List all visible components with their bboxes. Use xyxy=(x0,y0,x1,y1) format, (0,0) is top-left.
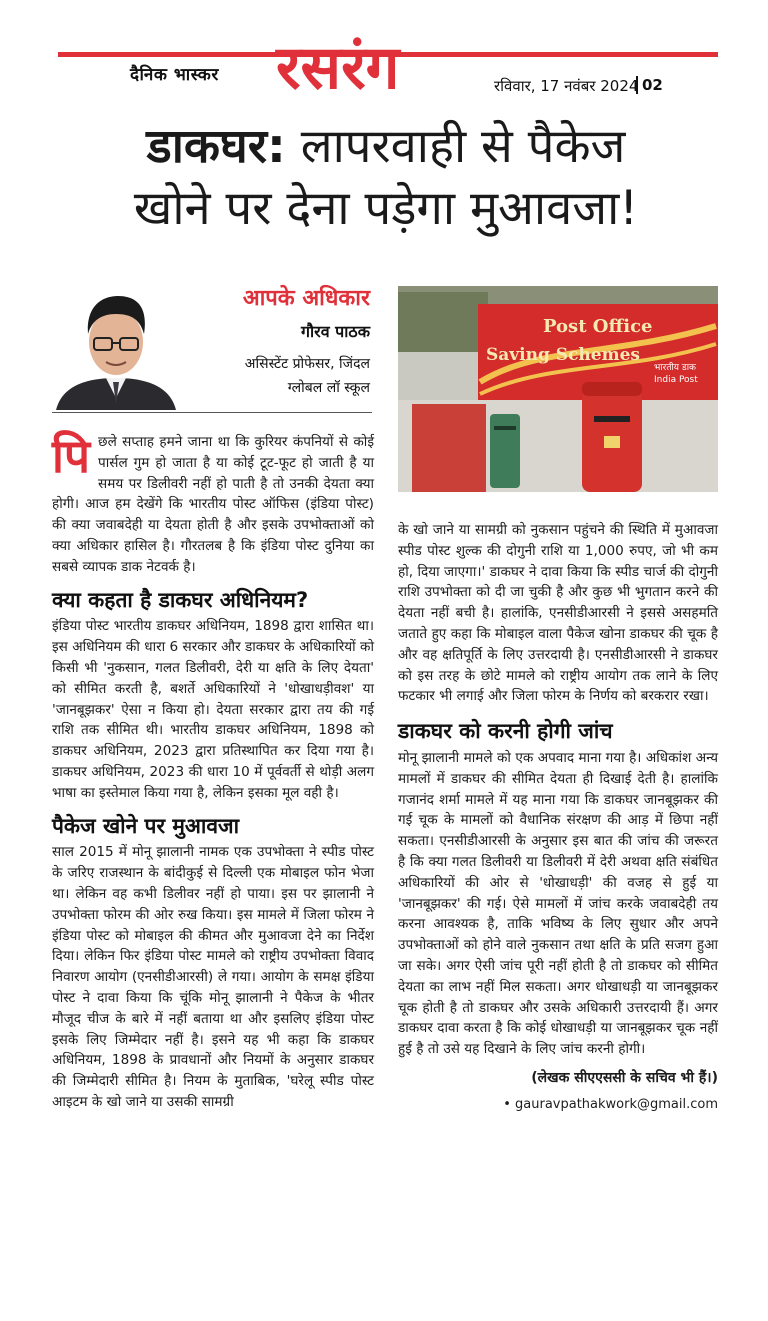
article-right-column xyxy=(398,520,718,1116)
author-role-line1: असिस्टेंट प्रोफेसर, जिंदल xyxy=(244,356,370,372)
intro-text: छले सप्ताह हमने जाना था कि कुरियर कंपनियों से कोई पार्सल गुम हो जाता है या कोई टूट-फूट हो जाती है या समय पर डिलीवरी नहीं हो पाती है तो उनकी देयता क्या होगी। आज हम देखेंगे कि भारतीय पोस्ट ऑफिस (इंडिया पोस्ट) की क्या जवाबदेही या देयता होती है और इसके उपभोक्ताओं को क्या अधिकार हासिल है। गौरतलब है कि इंडिया पोस्ट दुनिया का सबसे व्यापक डाक नेटवर्क है। xyxy=(52,434,374,575)
paragraph-act: इंडिया पोस्ट भारतीय डाकघर अधिनियम, 1898 द्वारा शासित था। इस अधिनियम की धारा 6 सरकार और डाकघर के अधिकारियों को किसी भी 'नुकसान, गलत डिलीवरी, देरी या क्षति के लिए देयता' को सीमित करती है, बशर्ते अधिकारियों ने 'धोखाधड़ीवश' या 'जानबूझकर' ऐसा न किया हो। देयता सरकार द्वारा तय की गई राशि तक सीमित थी। भारतीय डाकघर अधिनियम, 1898 को डाकघर अधिनियम, 2023 द्वारा प्रतिस्थापित कर दिया गया है। डाकघर अधिनियम, 2023 की धारा 10 में पूर्ववर्ती से थोड़ी अलग भाषा का इस्तेमाल किया गया है, लेकिन इसका मूल वही है। xyxy=(52,618,374,801)
paragraph-compensation-cont: के खो जाने या सामग्री को नुकसान पहुंचने की स्थिति में मुआवजा स्पीड पोस्ट शुल्क की दोगुनी राशि या 1,000 रुपए, जो भी कम हो, दिया जाएगा।' डाकघर ने दावा किया कि स्पीड चार्ज की दोगुनी राशि उपभोक्ता को दी जा चुकी है और कुछ भी भुगतान करने की देयता नहीं बची है। हालांकि, एनसीडीआरसी ने इससे असहमति जताते हुए कहा कि मोबाइल वाला पैकेज खोना डाकघर की चूक है और वह क्षतिपूर्ति के लिए उत्तरदायी है। एनसीडीआरसी ने डाकघर को इस तरह के छोटे मामले को राष्ट्रीय आयोग तक लाने के लिए फटकार भी लगाई और जिला फोरम के निर्णय को बरकरार रखा। xyxy=(398,522,718,705)
post-office-photo xyxy=(398,286,718,492)
email-text: gauravpathakwork@gmail.com xyxy=(515,1096,718,1112)
headline-line1-rest: लापरवाही से पैकेज xyxy=(300,119,626,174)
sign-line2: Saving Schemes xyxy=(486,345,640,365)
dateline: रविवार, 17 नवंबर 2024 xyxy=(494,77,639,95)
author-photo xyxy=(52,286,180,410)
subheading-compensation: पैकेज खोने पर मुआवजा xyxy=(52,813,240,838)
author-role xyxy=(190,352,370,400)
headline-lead: डाकघर: xyxy=(146,119,286,174)
paragraph-inquiry: मोनू झालानी मामले को एक अपवाद माना गया है। अधिकांश अन्य मामलों में डाकघर की सीमित देयता ही दिखाई देती है। हालांकि गजानंद शर्मा मामले में यह माना गया कि डाकघर जानबूझकर की गई चूक के मामलों को वैधानिक संरक्षण की आड़ में छिपा नहीं सकता। एनसीडीआरसी के अनुसार इस बात की जांच की जरूरत है कि क्या गलत डिलीवरी या डिलीवरी में देरी अथवा क्षति संबंधित अधिकारियों की ओर से 'धोखाधड़ी' की वजह से हुई या 'जानबूझकर' की गई। ऐसे मामलों में जांच करके जवाबदेही तय करना आवश्यक है, ताकि भविष्य के लिए सुधार और अपने उपभोक्ताओं को होने वाले नुकसान तथा क्षति के प्रति सजग हुआ जा सके। अगर ऐसी जांच पूरी नहीं होती है तो डाकघर को सीमित देयता का लाभ नहीं मिल सकता। अगर धोखाधड़ी या जानबूझकर चूक होती है तो डाकघर और उसके अधिकारी उत्तरदायी हैं। अगर डाकघर दावा करता है कि कोई धोखाधड़ी या जानबूझकर चूक नहीं हुई है तो उसे यह दिखाने के लिए जांच करनी होगी। xyxy=(398,749,718,1058)
subheading-act: क्या कहता है डाकघर अधिनियम? xyxy=(52,587,309,612)
author-name: गौरव पाठक xyxy=(301,322,370,341)
paragraph-compensation: साल 2015 में मोनू झालानी नामक एक उपभोक्ता ने स्पीड पोस्ट के जरिए राजस्थान के बांदीकुई से दिल्ली एक मोबाइल फोन भेजा था। लेकिन वह कभी डिलीवर नहीं हो पाया। इस पर झालानी ने उपभोक्ता फोरम की ओर रुख किया। इस मामले में जिला फोरम ने इंडिया पोस्ट को मोबाइल की कीमत और मुआवजा देने का निर्देश दिया। लेकिन फिर इंडिया पोस्ट मामले को राष्ट्रीय उपभोक्ता विवाद निवारण आयोग (एनसीडीआरसी) ले गया। आयोग के समक्ष इंडिया पोस्ट ने दावा किया कि चूंकि मोनू झालानी ने पैकेज के भीतर मौजूद चीज के बारे में नहीं बताया था और इसलिए इंडिया पोस्ट इसके लिए जिम्मेदार नहीं है। इसने यह भी कहा कि डाकघर अधिनियम, 1898 के प्रावधानों और नियमों के अनुसार डाकघर की जिम्मेदारी सीमित है। नियम के मुताबिक, 'घरेलू स्पीड पोस्ट आइटम के खो जाने या उसकी सामग्री xyxy=(52,844,374,1110)
supplement-logo: रसरंग xyxy=(276,33,400,103)
sign-line1: Post Office xyxy=(543,316,653,337)
headline-line2: खोने पर देना पड़ेगा मुआवजा! xyxy=(133,181,639,236)
headline xyxy=(30,116,742,240)
intro-paragraph xyxy=(52,429,374,578)
article-left-column xyxy=(52,429,374,1113)
logo-hindi: भारतीय डाक xyxy=(654,363,696,373)
author-email xyxy=(398,1095,718,1116)
bullet-icon: • xyxy=(503,1096,516,1112)
author-note: (लेखक सीएएससी के सचिव भी हैं।) xyxy=(531,1069,718,1086)
subheading-inquiry: डाकघर को करनी होगी जांच xyxy=(398,719,613,744)
section-label: आपके अधिकार xyxy=(242,286,370,311)
drop-cap: पि xyxy=(52,429,91,483)
logo-english: India Post xyxy=(654,375,698,385)
paper-name: दैनिक भास्कर xyxy=(130,65,219,85)
page-number: 02 xyxy=(636,76,663,94)
author-role-line2: ग्लोबल लॉ स्कूल xyxy=(287,380,370,396)
author-divider xyxy=(52,412,372,413)
